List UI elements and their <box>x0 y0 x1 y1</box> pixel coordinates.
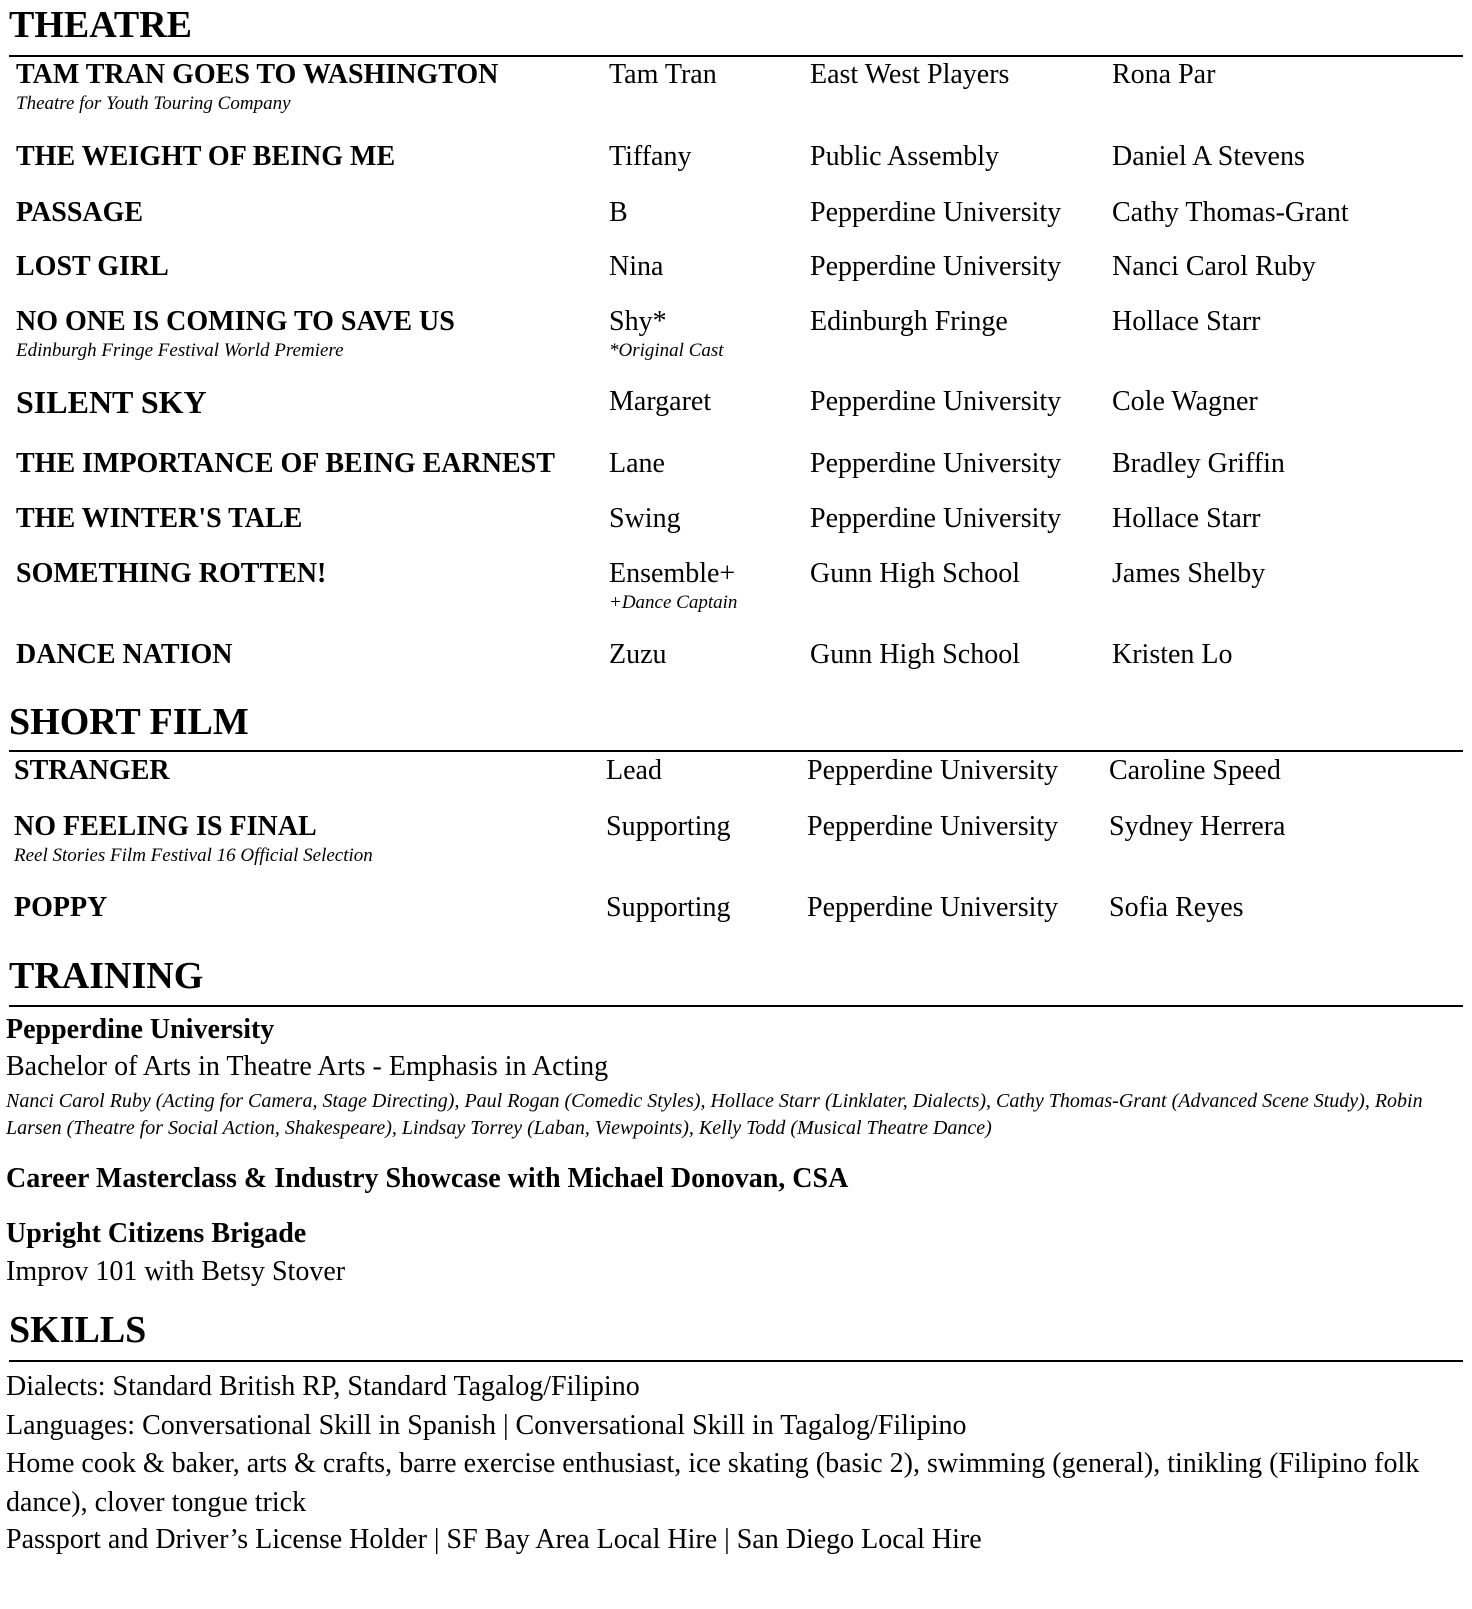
skills-section <box>9 1308 1463 1362</box>
credit-director: Hollace Starr <box>1112 306 1261 337</box>
credit-title: PASSAGE <box>16 197 144 228</box>
credit-title: THE IMPORTANCE OF BEING EARNEST <box>16 448 555 479</box>
credit-director: Sydney Herrera <box>1109 811 1286 842</box>
theatre-heading: THEATRE <box>9 3 1463 57</box>
credit-role: Supporting <box>606 892 731 923</box>
credit-company: Pepperdine University <box>810 251 1062 282</box>
credit-director: Rona Par <box>1112 59 1216 90</box>
credit-role: Tam Tran <box>609 59 717 90</box>
credit-title: POPPY <box>14 892 108 923</box>
training-ucb: Upright Citizens Brigade <box>6 1218 307 1249</box>
training-masterclass: Career Masterclass & Industry Showcase with Michael Donovan, CSA <box>6 1163 849 1194</box>
credit-company: Pepperdine University <box>810 448 1062 479</box>
credit-title: STRANGER <box>14 755 170 786</box>
credit-role: Supporting <box>606 811 731 842</box>
credit-company: Public Assembly <box>810 141 1000 172</box>
credit-company: Pepperdine University <box>807 755 1059 786</box>
role-note: +Dance Captain <box>609 592 738 613</box>
credit-company: Gunn High School <box>810 639 1020 670</box>
theatre-section <box>9 3 1463 57</box>
training-degree: Bachelor of Arts in Theatre Arts - Emphasis in Acting <box>6 1051 609 1082</box>
credit-company: Pepperdine University <box>810 386 1062 417</box>
credit-title: LOST GIRL <box>16 251 169 282</box>
credit-title: NO FEELING IS FINAL Reel Stories Film Festival 16 Official Selection <box>14 811 373 866</box>
credit-company: Pepperdine University <box>807 811 1059 842</box>
credit-title: THE WINTER'S TALE <box>16 503 303 534</box>
credit-title: TAM TRAN GOES TO WASHINGTON Theatre for Youth Touring Company <box>16 59 499 114</box>
short-film-section <box>9 700 1463 752</box>
credit-role: Margaret <box>609 386 712 417</box>
credit-role: Lane <box>609 448 665 479</box>
credit-company: Pepperdine University <box>807 892 1059 923</box>
credit-director: Sofia Reyes <box>1109 892 1244 923</box>
credit-role: Ensemble+ +Dance Captain <box>609 558 738 613</box>
skills-languages: Languages: Conversational Skill in Spanish | Conversational Skill in Tagalog/Filipino <box>6 1410 967 1441</box>
credit-role: Lead <box>606 755 662 786</box>
credit-title: NO ONE IS COMING TO SAVE US Edinburgh Fringe Festival World Premiere <box>16 306 455 361</box>
role-note: *Original Cast <box>609 340 724 361</box>
credit-director: Hollace Starr <box>1112 503 1261 534</box>
credit-company: Pepperdine University <box>810 197 1062 228</box>
training-school: Pepperdine University <box>6 1014 275 1045</box>
credit-title: THE WEIGHT OF BEING ME <box>16 141 396 172</box>
credit-director: Bradley Griffin <box>1112 448 1285 479</box>
credit-company: Gunn High School <box>810 558 1020 589</box>
credit-note: Theatre for Youth Touring Company <box>16 93 291 114</box>
credit-company: Pepperdine University <box>810 503 1062 534</box>
credit-role: B <box>609 197 628 228</box>
credit-director: Caroline Speed <box>1109 755 1281 786</box>
credit-company: East West Players <box>810 59 1010 90</box>
credit-director: Cathy Thomas-Grant <box>1112 197 1349 228</box>
skills-dialects: Dialects: Standard British RP, Standard Tagalog/Filipino <box>6 1371 640 1402</box>
credit-title: DANCE NATION <box>16 639 233 670</box>
credit-director: James Shelby <box>1112 558 1266 589</box>
training-section <box>9 954 1463 1007</box>
training-heading: TRAINING <box>9 954 1463 1007</box>
training-teachers: Nanci Carol Ruby (Acting for Camera, Stage Directing), Paul Rogan (Comedic Styles), Hollace Starr (Linklater, Dialects), Cathy Thomas-Grant (Advanced Scene Study), Robin Larsen (Theatre for Social Action, Shakespeare), Lindsay Torrey (Laban, Viewpoints), Kelly Todd (Musical Theatre Dance) <box>6 1090 1423 1139</box>
credit-role: Tiffany <box>609 141 692 172</box>
credit-director: Nanci Carol Ruby <box>1112 251 1316 282</box>
credit-note: Reel Stories Film Festival 16 Official Selection <box>14 845 373 866</box>
credit-role: Swing <box>609 503 681 534</box>
credit-director: Daniel A Stevens <box>1112 141 1305 172</box>
skills-heading: SKILLS <box>9 1308 1463 1362</box>
credit-title: SILENT SKY <box>16 384 207 420</box>
skills-other: Home cook & baker, arts & crafts, barre exercise enthusiast, ice skating (basic 2), swimming (general), tinikling (Filipino folk dance), clover tongue trick <box>6 1448 1420 1518</box>
credit-director: Kristen Lo <box>1112 639 1233 670</box>
credit-role: Nina <box>609 251 664 282</box>
credit-title: SOMETHING ROTTEN! <box>16 558 327 589</box>
skills-licenses: Passport and Driver’s License Holder | SF Bay Area Local Hire | San Diego Local Hire <box>6 1524 982 1555</box>
credit-role: Zuzu <box>609 639 667 670</box>
training-ucb-detail: Improv 101 with Betsy Stover <box>6 1256 346 1287</box>
credit-role: Shy* *Original Cast <box>609 306 724 361</box>
short-film-heading: SHORT FILM <box>9 700 1463 752</box>
credit-company: Edinburgh Fringe <box>810 306 1008 337</box>
credit-director: Cole Wagner <box>1112 386 1258 417</box>
credit-note: Edinburgh Fringe Festival World Premiere <box>16 340 344 361</box>
